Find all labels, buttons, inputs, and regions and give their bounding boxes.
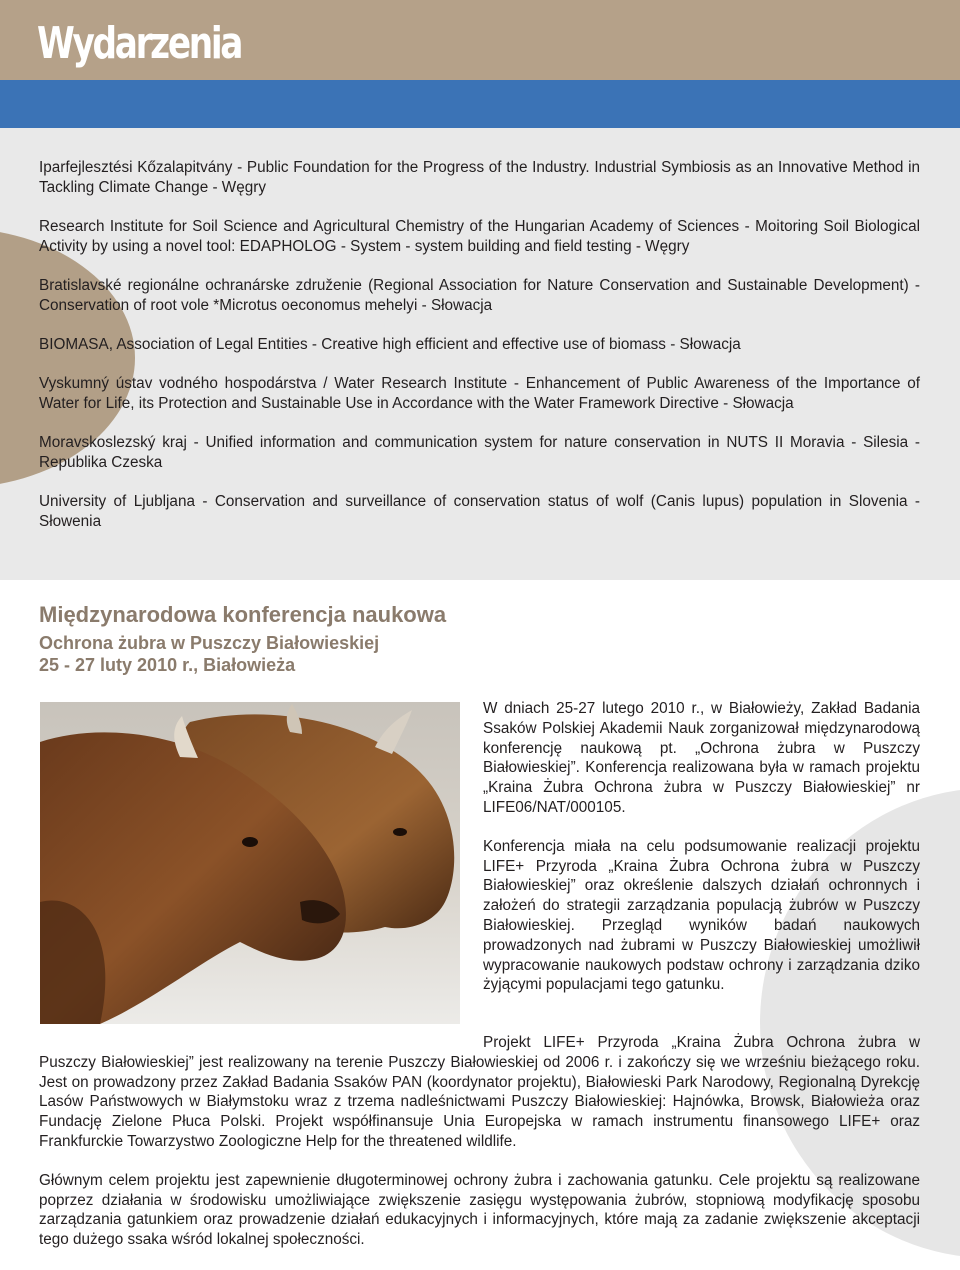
- body-paragraph: Głównym celem projektu jest zapewnienie długoterminowej ochrony żubra i zachowania gatunku. Cele projektu są realizowane poprzez działania w środowisku umożliwiające zwiększenie zasięgu występowania żubrów, stopniową modyfikację sposobu zarządzania gatunkiem oraz prowadzenie działań edukacyjnych i informacyjnych, które mają za zadanie zwiększenie akceptacji tego dużego ssaka wśród lokalnej społeczności.: [39, 1171, 920, 1249]
- events-list: [39, 158, 920, 551]
- event-item: University of Ljubljana - Conservation and surveillance of conservation status of wolf (Canis lupus) population in Slovenia - Słowenia: [39, 493, 920, 530]
- intro-paragraph: Konferencja miała na celu podsumowanie realizacji projektu LIFE+ Przyroda „Kraina Żubra Ochrona żubra w Puszczy Białowieskiej” oraz określenie dalszych działań ochronnych i założeń do strategii zarządzania populacją żubrów w Puszczy Białowieskiej. Przegląd wyników badań naukowych prowadzonych nad żubrami w Puszczy Białowieskiej umożliwił wypracowanie naukowych podstaw ochrony i zarządzania dziko żyjącymi populacjami tego gatunku.: [483, 837, 920, 994]
- blue-divider-bar: [0, 80, 960, 128]
- body-text: [39, 1033, 920, 1269]
- bison-illustration: [40, 702, 460, 1024]
- intro-paragraph: W dniach 25-27 lutego 2010 r., w Białowieży, Zakład Badania Ssaków Polskiej Akademii Nauk zorganizował międzynarodową konferencję naukową pt. „Ochrona żubra w Puszczy Białowieskiej”. Konferencja realizowana była w ramach projektu „Kraina Żubra Ochrona żubra w Puszczy Białowieskiej” nr LIFE06/NAT/000105.: [483, 700, 920, 816]
- event-item: Moravskoslezský kraj - Unified information and communication system for nature conservation in NUTS II Moravia - Silesia - Republika Czeska: [39, 434, 920, 471]
- event-item: Research Institute for Soil Science and Agricultural Chemistry of the Hungarian Academy of Sciences - Moitoring Soil Biological Activity by using a novel tool: EDAPHOLOG - System - system building and field testing - Węgry: [39, 218, 920, 255]
- event-item: Bratislavské regionálne ochranárske združenie (Regional Association for Nature Conservation and Sustainable Development) - Conservation of root vole *Microtus oeconomus mehelyi - Słowacja: [39, 277, 920, 314]
- header-bar: [0, 0, 960, 80]
- body-paragraph: Projekt LIFE+ Przyroda „Kraina Żubra Ochrona żubra w Puszczy Białowieskiej” jest realizowany na terenie Puszczy Białowieskiej od 2006 r. i zakończy się we wrześniu bieżącego roku. Jest on prowadzony przez Zakład Badania Ssaków PAN (koordynator projektu), Białowieski Park Narodowy, Regionalną Dyrekcję Lasów Państwowych w Białymstoku wraz z trzema nadleśnictwami Puszczy Białowieskiej: Hajnówka, Browsk, Białowieża oraz Fundację Zielone Płuca Polski. Projekt współfinansuje Unia Europejska w ramach instrumentu finansowego LIFE+ oraz Frankfurckie Towarzystwo Zoologiczne Help for the threatened wildlife.: [39, 1034, 920, 1150]
- conference-date-place: 25 - 27 luty 2010 r., Białowieża: [39, 655, 296, 675]
- intro-text: [483, 699, 920, 1014]
- bison-photo: [40, 702, 460, 1024]
- event-item: BIOMASA, Association of Legal Entities - Creative high efficient and effective use of biomass - Słowacja: [39, 336, 741, 353]
- event-item: Vyskumný ústav vodného hospodárstva / Water Research Institute - Enhancement of Public Awareness of the Importance of Water for Life, its Protection and Sustainable Use in Accordance with the Water Framework Directive - Słowacja: [39, 375, 920, 412]
- events-panel: [0, 128, 960, 580]
- event-item: Iparfejlesztési Kőzalapitvány - Public Foundation for the Progress of the Industry. Industrial Symbiosis as an Innovative Method in Tackling Climate Change - Węgry: [39, 159, 920, 196]
- conference-subtitle: Ochrona żubra w Puszczy Białowieskiej: [39, 633, 380, 653]
- conference-title: Międzynarodowa konferencja naukowa: [39, 602, 447, 627]
- page-title: Wydarzenia: [37, 18, 242, 69]
